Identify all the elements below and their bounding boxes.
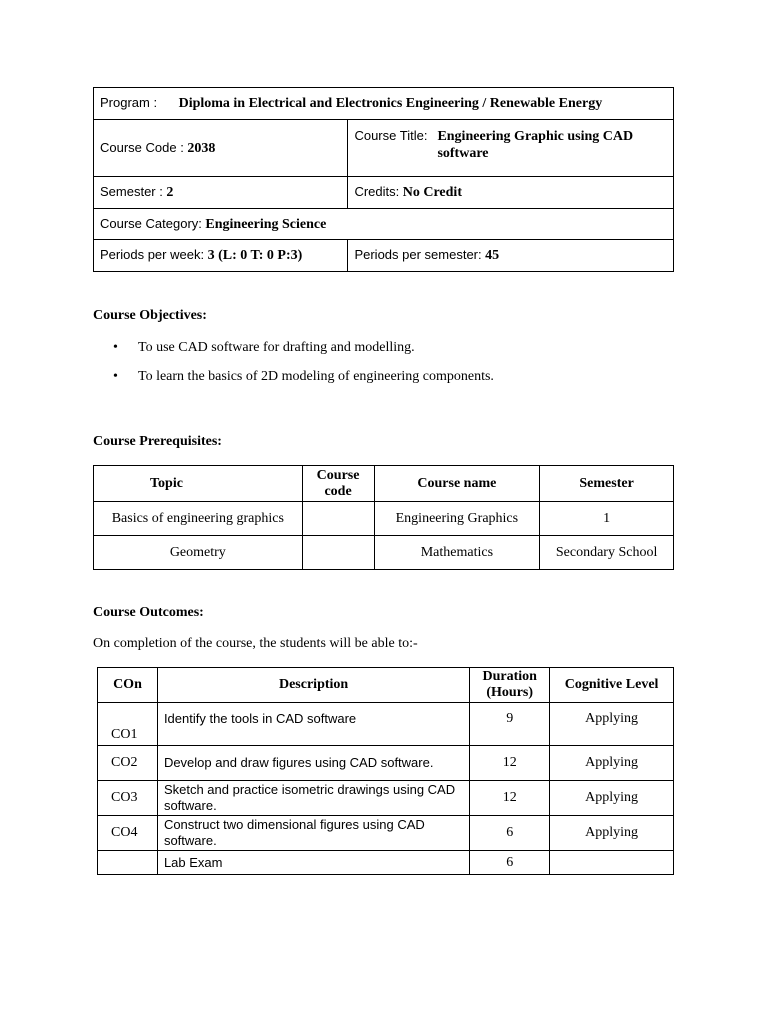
cell-description: Construct two dimensional figures using CAD software. bbox=[157, 816, 469, 851]
table-row bbox=[94, 502, 674, 536]
credits-cell bbox=[348, 177, 674, 209]
header-description: Description bbox=[157, 668, 469, 703]
cell-duration: 9 bbox=[470, 703, 550, 746]
cell-cognitive-level: Applying bbox=[550, 746, 674, 781]
periods-semester-value: 45 bbox=[485, 248, 500, 263]
header-course-name: Course name bbox=[374, 466, 540, 502]
course-code-cell bbox=[94, 120, 348, 177]
course-info-table bbox=[93, 87, 674, 272]
course-code-value: 2038 bbox=[187, 140, 216, 156]
cell-duration: 12 bbox=[470, 781, 550, 816]
cell-con: CO1 bbox=[98, 703, 158, 746]
periods-semester-label: Periods per semester: bbox=[354, 247, 482, 262]
semester-label: Semester : bbox=[100, 184, 163, 199]
course-title-cell bbox=[348, 120, 674, 177]
table-row bbox=[98, 746, 674, 781]
outcomes-heading: Course Outcomes: bbox=[93, 605, 204, 620]
header-semester: Semester bbox=[540, 466, 674, 502]
credits-value: No Credit bbox=[402, 185, 462, 200]
cell-topic: Geometry bbox=[94, 536, 303, 570]
table-row bbox=[98, 703, 674, 746]
table-row bbox=[98, 781, 674, 816]
program-cell bbox=[94, 88, 674, 120]
objective-text: To use CAD software for drafting and modelling. bbox=[138, 340, 415, 355]
header-duration: Duration (Hours) bbox=[470, 668, 550, 703]
cell-semester: 1 bbox=[540, 502, 674, 536]
course-title-value: Engineering Graphic using CAD software bbox=[437, 129, 634, 161]
list-item bbox=[93, 340, 494, 369]
list-item bbox=[93, 369, 494, 398]
objectives-heading: Course Objectives: bbox=[93, 308, 207, 323]
cell-con bbox=[98, 851, 158, 875]
objectives-list bbox=[93, 340, 494, 398]
cell-con: CO4 bbox=[98, 816, 158, 851]
periods-week-cell bbox=[94, 240, 348, 272]
cell-duration: 6 bbox=[470, 816, 550, 851]
prerequisites-table bbox=[93, 465, 674, 570]
outcomes-table bbox=[97, 667, 674, 875]
cell-topic: Basics of engineering graphics bbox=[94, 502, 303, 536]
course-title-label: Course Title: bbox=[354, 128, 428, 143]
cell-duration: 6 bbox=[470, 851, 550, 875]
semester-value: 2 bbox=[166, 185, 174, 200]
cell-cognitive-level: Applying bbox=[550, 781, 674, 816]
cell-cognitive-level: Applying bbox=[550, 816, 674, 851]
periods-week-label: Periods per week: bbox=[100, 247, 205, 262]
cell-course-code bbox=[302, 502, 374, 536]
cell-description: Develop and draw figures using CAD software. bbox=[157, 746, 469, 781]
cell-description: Identify the tools in CAD software bbox=[157, 703, 469, 746]
program-value: Diploma in Electrical and Electronics Engineering / Renewable Energy bbox=[178, 96, 603, 111]
credits-label: Credits: bbox=[354, 184, 400, 199]
cell-course-name: Engineering Graphics bbox=[374, 502, 540, 536]
cell-course-code bbox=[302, 536, 374, 570]
bullet-icon: • bbox=[113, 369, 118, 384]
category-label: Course Category: bbox=[100, 215, 202, 231]
cell-duration: 12 bbox=[470, 746, 550, 781]
cell-description: Lab Exam bbox=[157, 851, 469, 875]
cell-cognitive-level bbox=[550, 851, 674, 875]
header-cognitive-level: Cognitive Level bbox=[550, 668, 674, 703]
header-con: COn bbox=[98, 668, 158, 703]
cell-course-name: Mathematics bbox=[374, 536, 540, 570]
cell-semester: Secondary School bbox=[540, 536, 674, 570]
objective-text: To learn the basics of 2D modeling of engineering components. bbox=[138, 369, 494, 384]
category-cell bbox=[94, 209, 674, 240]
header-topic: Topic bbox=[94, 466, 303, 502]
cell-con: CO3 bbox=[98, 781, 158, 816]
header-course-code: Course code bbox=[302, 466, 374, 502]
category-value: Engineering Science bbox=[205, 216, 327, 232]
periods-week-value: 3 (L: 0 T: 0 P:3) bbox=[207, 248, 303, 263]
prerequisites-heading: Course Prerequisites: bbox=[93, 434, 222, 449]
table-row bbox=[98, 816, 674, 851]
table-header-row bbox=[98, 668, 674, 703]
table-row bbox=[94, 536, 674, 570]
outcomes-intro: On completion of the course, the students will be able to:- bbox=[93, 636, 418, 651]
course-code-label: Course Code : bbox=[100, 139, 184, 155]
table-header-row bbox=[94, 466, 674, 502]
program-label: Program : bbox=[100, 95, 158, 110]
table-row bbox=[98, 851, 674, 875]
cell-description: Sketch and practice isometric drawings using CAD software. bbox=[157, 781, 469, 816]
periods-semester-cell bbox=[348, 240, 674, 272]
semester-cell bbox=[94, 177, 348, 209]
cell-cognitive-level: Applying bbox=[550, 703, 674, 746]
bullet-icon: • bbox=[113, 340, 118, 355]
cell-con: CO2 bbox=[98, 746, 158, 781]
